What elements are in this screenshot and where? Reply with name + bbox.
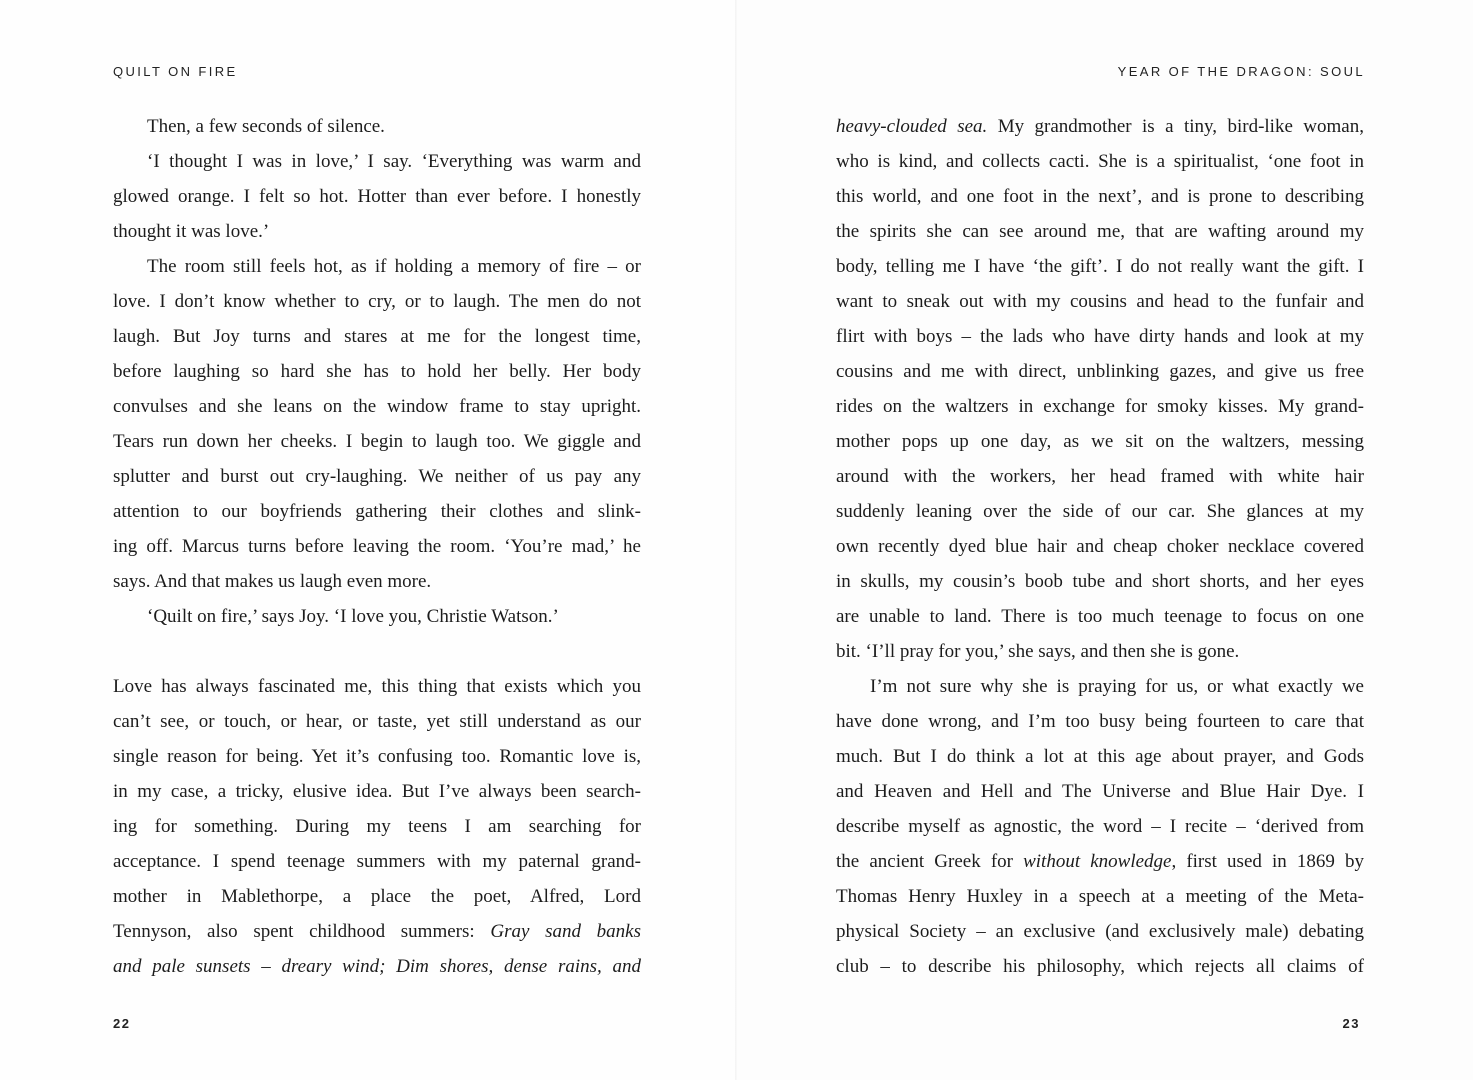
text-line	[836, 529, 1364, 564]
text-line	[113, 949, 641, 984]
text-line	[836, 949, 1364, 984]
text-line	[113, 844, 641, 879]
line-text: are unable to land. There is too much teenage to focus on one	[836, 606, 1364, 627]
text-line	[836, 144, 1364, 179]
text-line	[113, 424, 641, 459]
text-line	[113, 914, 641, 949]
text-line	[836, 564, 1364, 599]
line-text: thought it was love.’	[113, 221, 270, 242]
text-line	[836, 809, 1364, 844]
line-text: Tears run down her cheeks. I begin to laugh too. We giggle and	[113, 431, 641, 452]
text-line	[113, 529, 641, 564]
line-text: rides on the waltzers in exchange for smoky kisses. My grand-	[836, 396, 1364, 417]
text-line	[836, 634, 1364, 669]
text-line	[113, 319, 641, 354]
text-line	[113, 599, 641, 634]
line-text: convulses and she leans on the window frame to stay upright.	[113, 396, 641, 417]
text-line	[113, 739, 641, 774]
line-text: laugh. But Joy turns and stares at me for the longest time,	[113, 326, 641, 347]
line-text: My grandmother is a tiny, bird-like woman,	[987, 116, 1364, 137]
running-head-right: YEAR OF THE DRAGON: SOUL	[1117, 64, 1365, 79]
text-line	[836, 109, 1364, 144]
line-text: club – to describe his philosophy, which rejects all claims of	[836, 956, 1364, 977]
line-text: Thomas Henry Huxley in a speech at a meeting of the Meta-	[836, 886, 1364, 907]
line-text: in skulls, my cousin’s boob tube and short shorts, and her eyes	[836, 571, 1364, 592]
text-line	[113, 494, 641, 529]
line-text: who is kind, and collects cacti. She is a spiritualist, ‘one foot in	[836, 151, 1364, 172]
line-text: much. But I do think a lot at this age about prayer, and Gods	[836, 746, 1364, 767]
text-line	[113, 879, 641, 914]
text-line	[836, 319, 1364, 354]
page-number-right: 23	[1342, 1016, 1360, 1031]
line-text: attention to our boyfriends gathering their clothes and slink-	[113, 501, 641, 522]
left-page-body	[113, 109, 641, 984]
line-text: Then, a few seconds of silence.	[147, 116, 385, 137]
line-text: bit. ‘I’ll pray for you,’ she says, and then she is gone.	[836, 641, 1240, 662]
line-text: have done wrong, and I’m too busy being fourteen to care that	[836, 711, 1364, 732]
line-text: Tennyson, also spent childhood summers:	[113, 921, 491, 942]
running-head-left: QUILT ON FIRE	[113, 64, 238, 79]
text-line	[836, 249, 1364, 284]
line-text: says. And that makes us laugh even more.	[113, 571, 432, 592]
line-text: ing for something. During my teens I am searching for	[113, 816, 641, 837]
line-text: the ancient Greek for	[836, 851, 1024, 872]
right-page	[737, 0, 1473, 1080]
line-text: splutter and burst out cry-laughing. We neither of us pay any	[113, 466, 641, 487]
text-line	[113, 249, 641, 284]
text-line	[836, 284, 1364, 319]
line-text: ‘I thought I was in love,’ I say. ‘Everything was warm and	[147, 151, 641, 172]
text-line	[836, 459, 1364, 494]
line-text: The room still feels hot, as if holding a memory of fire – or	[147, 256, 641, 277]
text-line	[113, 634, 641, 669]
text-line	[113, 774, 641, 809]
line-text: ing off. Marcus turns before leaving the room. ‘You’re mad,’ he	[113, 536, 641, 557]
line-text: the spirits she can see around me, that are wafting around my	[836, 221, 1364, 242]
text-line	[113, 214, 641, 249]
line-text: physical Society – an exclusive (and exclusively male) debating	[836, 921, 1364, 942]
text-line	[836, 354, 1364, 389]
text-line	[836, 914, 1364, 949]
line-text: mother in Mablethorpe, a place the poet, Alfred, Lord	[113, 886, 641, 907]
line-text: can’t see, or touch, or hear, or taste, yet still understand as our	[113, 711, 641, 732]
text-line	[836, 739, 1364, 774]
text-line	[836, 879, 1364, 914]
line-text: Love has always fascinated me, this thing that exists which you	[113, 676, 641, 697]
right-page-body	[836, 109, 1364, 984]
line-text: describe myself as agnostic, the word – I recite – ‘derived from	[836, 816, 1364, 837]
line-text: own recently dyed blue hair and cheap choker necklace covered	[836, 536, 1364, 557]
text-line	[113, 564, 641, 599]
text-line	[113, 179, 641, 214]
line-text: want to sneak out with my cousins and head to the funfair and	[836, 291, 1364, 312]
line-text: around with the workers, her head framed with white hair	[836, 466, 1364, 487]
text-line	[113, 389, 641, 424]
italic-text: and pale sunsets – dreary wind; Dim shores, dense rains, and	[113, 956, 641, 977]
text-line	[836, 494, 1364, 529]
text-line	[836, 214, 1364, 249]
text-line	[113, 144, 641, 179]
text-line	[836, 844, 1364, 879]
text-line	[113, 459, 641, 494]
line-text: body, telling me I have ‘the gift’. I do not really want the gift. I	[836, 256, 1364, 277]
italic-text: without knowledge	[1023, 851, 1172, 872]
line-text: flirt with boys – the lads who have dirty hands and look at my	[836, 326, 1364, 347]
line-text: single reason for being. Yet it’s confusing too. Romantic love is,	[113, 746, 641, 767]
line-text: love. I don’t know whether to cry, or to laugh. The men do not	[113, 291, 641, 312]
line-text: glowed orange. I felt so hot. Hotter than ever before. I honestly	[113, 186, 641, 207]
text-line	[836, 599, 1364, 634]
italic-text: heavy-clouded sea.	[836, 116, 988, 137]
line-text: ‘Quilt on fire,’ says Joy. ‘I love you, Christie Watson.’	[147, 606, 559, 627]
page-number-left: 22	[113, 1016, 131, 1031]
line-text: , first used in 1869 by	[1171, 851, 1364, 872]
text-line	[113, 284, 641, 319]
text-line	[113, 109, 641, 144]
line-text: I’m not sure why she is praying for us, or what exactly we	[870, 676, 1364, 697]
text-line	[113, 809, 641, 844]
line-text: before laughing so hard she has to hold her belly. Her body	[113, 361, 641, 382]
text-line	[836, 704, 1364, 739]
line-text: and Heaven and Hell and The Universe and Blue Hair Dye. I	[836, 781, 1364, 802]
text-line	[836, 774, 1364, 809]
line-text: this world, and one foot in the next’, and is prone to describing	[836, 186, 1364, 207]
text-line	[836, 424, 1364, 459]
line-text: in my case, a tricky, elusive idea. But I’ve always been search-	[113, 781, 641, 802]
line-text: acceptance. I spend teenage summers with my paternal grand-	[113, 851, 641, 872]
text-line	[113, 704, 641, 739]
text-line	[836, 389, 1364, 424]
text-line	[113, 669, 641, 704]
line-text: suddenly leaning over the side of our car. She glances at my	[836, 501, 1364, 522]
text-line	[836, 669, 1364, 704]
line-text: mother pops up one day, as we sit on the waltzers, messing	[836, 431, 1364, 452]
text-line	[113, 354, 641, 389]
italic-text: Gray sand banks	[490, 921, 641, 942]
line-text: cousins and me with direct, unblinking gazes, and give us free	[836, 361, 1364, 382]
text-line	[836, 179, 1364, 214]
